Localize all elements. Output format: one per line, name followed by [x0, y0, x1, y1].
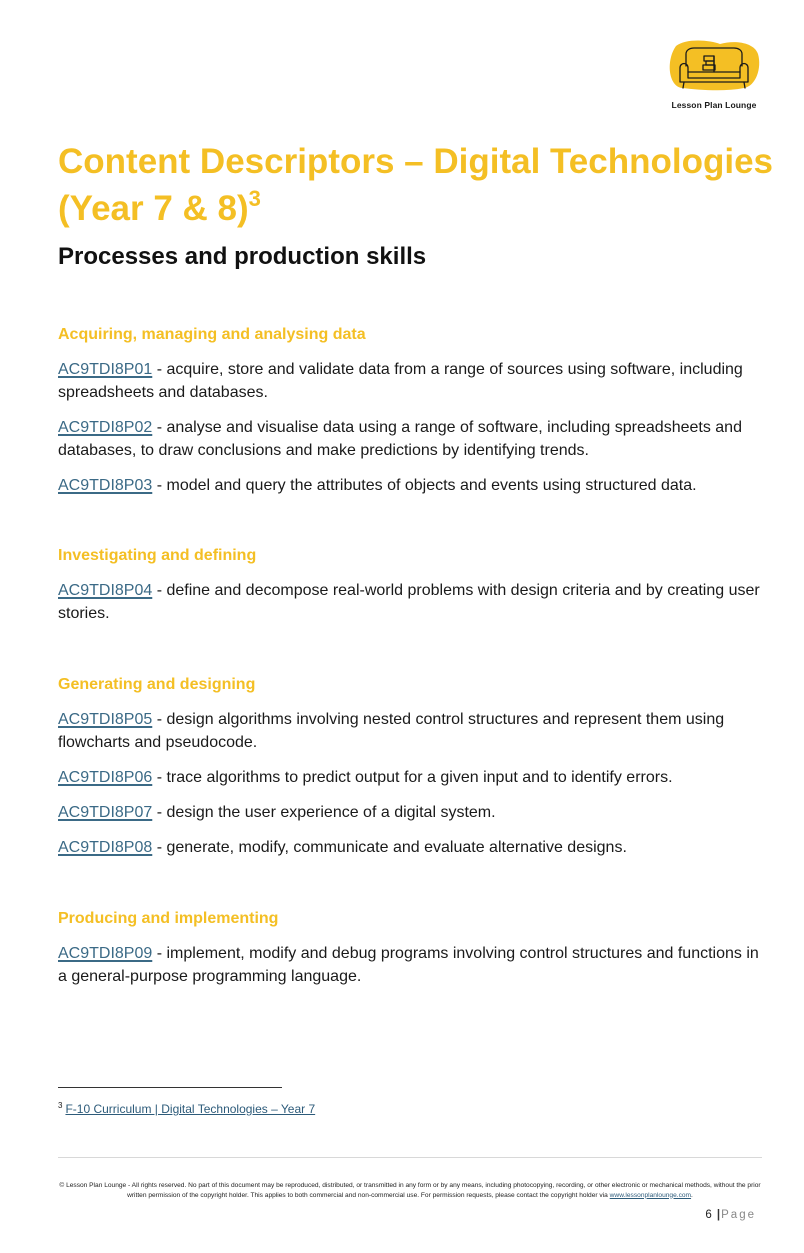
footnote-divider — [58, 1087, 282, 1088]
page-number-value: 6 — [705, 1209, 713, 1221]
section-subtitle: Processes and production skills — [58, 243, 427, 270]
descriptor-item — [58, 416, 768, 462]
section-producing-implementing — [58, 908, 768, 1000]
page-number-separator: | — [716, 1209, 722, 1221]
descriptor-code-link[interactable]: AC9TDI8P07 — [58, 804, 153, 821]
section-acquiring-data — [58, 324, 768, 509]
descriptor-text: - generate, modify, communicate and evaluate alternative designs. — [152, 839, 627, 856]
descriptor-item — [58, 836, 768, 859]
descriptor-code-link[interactable]: AC9TDI8P04 — [58, 582, 153, 599]
footnote — [58, 1101, 315, 1116]
section-investigating-defining — [58, 545, 768, 637]
footnote-link[interactable]: F-10 Curriculum | Digital Technologies – Year 7 — [65, 1102, 316, 1116]
descriptor-text: - trace algorithms to predict output for a given input and to identify errors. — [152, 769, 673, 786]
section-heading: Generating and designing — [58, 676, 256, 693]
descriptor-code-link[interactable]: AC9TDI8P03 — [58, 477, 153, 494]
copyright-text: © Lesson Plan Lounge - All rights reserved. No part of this document may be reproduced, distributed, or transmitted in any form or by any means, including photocopying, recording, or other electronic or mechanical methods, without the prior written permission of the copyright holder. This applies to both commercial and non-commercial use. For permission requests, please contact the copyright holder via — [59, 1182, 761, 1199]
section-generating-designing — [58, 674, 768, 871]
footer-divider — [58, 1157, 762, 1158]
descriptor-item — [58, 358, 768, 404]
descriptor-text: - model and query the attributes of objects and events using structured data. — [152, 477, 697, 494]
page-number — [705, 1209, 756, 1221]
brand-logo — [664, 38, 764, 116]
descriptor-item — [58, 579, 768, 625]
title-footnote-ref[interactable]: 3 — [248, 186, 261, 211]
logo-wordmark: Lesson Plan Lounge — [671, 100, 757, 110]
descriptor-item — [58, 474, 768, 497]
copyright-period: . — [691, 1191, 693, 1199]
descriptor-text: - acquire, store and validate data from a range of sources using software, including spreadsheets and databases. — [58, 361, 743, 401]
page-title-text: Content Descriptors – Digital Technologies (Year 7 & 8) — [58, 142, 774, 228]
descriptor-text: - design algorithms involving nested control structures and represent them using flowcharts and pseudocode. — [58, 711, 725, 751]
page-word: Page — [721, 1209, 756, 1221]
descriptor-code-link[interactable]: AC9TDI8P08 — [58, 839, 153, 856]
lounge-sofa-icon — [664, 38, 764, 100]
descriptor-code-link[interactable]: AC9TDI8P02 — [58, 419, 153, 436]
descriptor-text: - design the user experience of a digital system. — [152, 804, 496, 821]
section-heading: Producing and implementing — [58, 910, 279, 927]
website-link[interactable]: www.lessonplanlounge.com — [609, 1191, 692, 1199]
footnote-number: 3 — [58, 1101, 63, 1110]
descriptor-code-link[interactable]: AC9TDI8P09 — [58, 945, 153, 962]
descriptor-item — [58, 942, 768, 988]
copyright-notice — [58, 1181, 762, 1200]
descriptor-text: - implement, modify and debug programs involving control structures and functions in a general-purpose programming language. — [58, 945, 759, 985]
descriptor-code-link[interactable]: AC9TDI8P05 — [58, 711, 153, 728]
descriptor-text: - analyse and visualise data using a range of software, including spreadsheets and databases, to draw conclusions and make predictions by identifying trends. — [58, 419, 742, 459]
descriptor-text: - define and decompose real-world problems with design criteria and by creating user stories. — [58, 582, 760, 622]
descriptor-item — [58, 801, 768, 824]
section-heading: Acquiring, managing and analysing data — [58, 326, 366, 343]
page-title — [58, 138, 778, 232]
descriptor-code-link[interactable]: AC9TDI8P01 — [58, 361, 153, 378]
descriptor-item — [58, 766, 768, 789]
section-heading: Investigating and defining — [58, 547, 257, 564]
descriptor-code-link[interactable]: AC9TDI8P06 — [58, 769, 153, 786]
descriptor-item — [58, 708, 768, 754]
